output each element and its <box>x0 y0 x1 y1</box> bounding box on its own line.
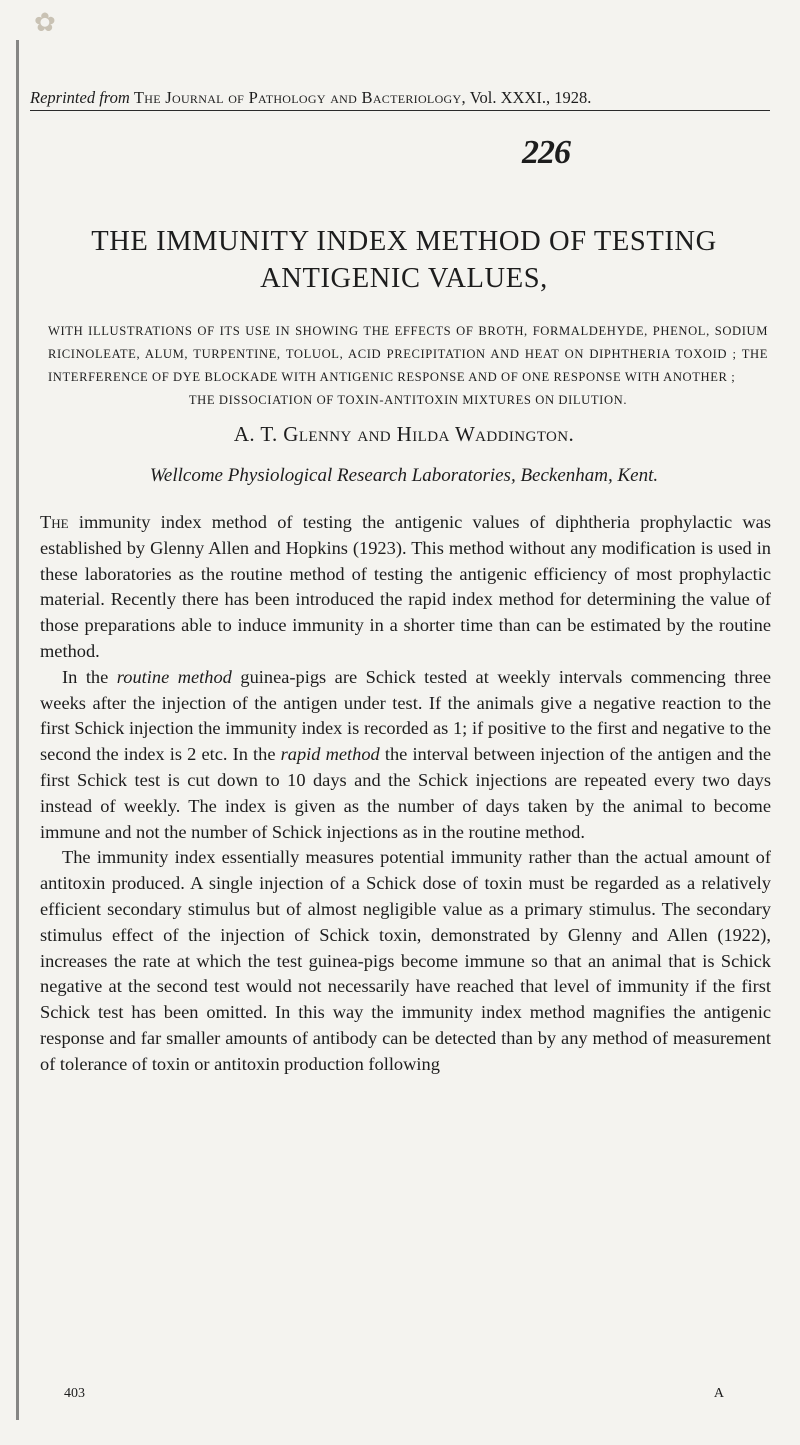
paragraph-1-text: immunity index method of testing the antigenic values of diphtheria prophylactic was established by Glenny Allen and Hopkins (1923). This method without any modification is used in these laboratories as the routine method of testing the antigenic efficiency of most prophylactic material. Recently there has been introduced the rapid index method for determining the value of those preparations able to induce immunity in a shorter time than can be estimated by the routine method. <box>40 512 771 661</box>
title-line-1: THE IMMUNITY INDEX METHOD OF TESTING <box>91 226 717 257</box>
subtitle-body: WITH ILLUSTRATIONS OF ITS USE IN SHOWING THE EFFECTS OF BROTH, FORMALDEHYDE, PHENOL, SODIUM RICINOLEATE, ALUM, TURPENTINE, TOLUOL, ACID PRECIPITATION AND HEAT ON DIPHTHERIA TOXOID ; THE INTERFERENCE OF DYE BLOCKADE WITH ANTIGENIC RESPONSE AND OF ONE RESPONSE WITH ANOTHER ; <box>48 324 768 384</box>
reprint-prefix: Reprinted from <box>30 88 130 107</box>
reprint-header <box>30 88 770 111</box>
paragraph-2-part-b: guinea-pigs are Schick tested at weekly intervals commencing three weeks after the injection of the antigen under test. If the animals give a negative reaction to the first Schick injection the immunity index is recorded as 1; if positive to the first and negative to the second the index is 2 etc. In the <box>40 666 771 765</box>
signature-mark: A <box>713 1386 724 1401</box>
paragraph-2-part-c: the interval between injection of the antigen and the first Schick test is cut down to 10 days and the Schick injections are repeated every two days instead of weekly. The index is given as the number of days taken by the animal to become immune and not the number of Schick injections as in the routine method. <box>40 744 771 842</box>
stamp-mark: ✿ <box>34 8 56 37</box>
journal-name: The Journal of Pathology and Bacteriology, <box>133 88 466 107</box>
journal-volume: Vol. XXXI., 1928. <box>469 88 592 107</box>
binding-edge <box>16 40 19 1420</box>
subtitle <box>48 320 768 412</box>
paragraph-1-lead: The <box>40 512 69 532</box>
title-line-2: ANTIGENIC VALUES, <box>260 263 548 294</box>
handwritten-number: 226 <box>522 134 570 171</box>
affiliation: Wellcome Physiological Research Laboratories, Beckenham, Kent. <box>149 465 659 486</box>
paragraph-2 <box>40 665 771 846</box>
paragraph-3: The immunity index essentially measures potential immunity rather than the actual amount of antitoxin produced. A single injection of a Schick dose of toxin must be regarded as a relatively efficient secondary stimulus but of almost negligible value as a primary stimulus. The secondary stimulus effect of the injection of Schick toxin, demonstrated by Glenny and Allen (1922), increases the rate at which the test guinea-pigs become immune so that an animal that is Schick negative at the second test would not necessarily have reached that level of immunity if the first Schick test has been omitted. In this way the immunity index method magnifies the antigenic response and far smaller amounts of antibody can be detected than by any method of measurement of tolerance of toxin or antitoxin production following <box>40 847 771 1074</box>
routine-method-term: routine method <box>116 666 232 687</box>
paragraph-1 <box>40 510 771 665</box>
page-number: 403 <box>64 1386 85 1401</box>
subtitle-last-line: THE DISSOCIATION OF TOXIN-ANTITOXIN MIXTURES ON DILUTION. <box>188 393 628 407</box>
article-body <box>40 510 771 1078</box>
authors: A. T. Glenny and Hilda Waddington. <box>233 422 575 446</box>
rapid-method-term: rapid method <box>280 744 380 765</box>
paragraph-2-part-a: In the <box>62 666 109 687</box>
